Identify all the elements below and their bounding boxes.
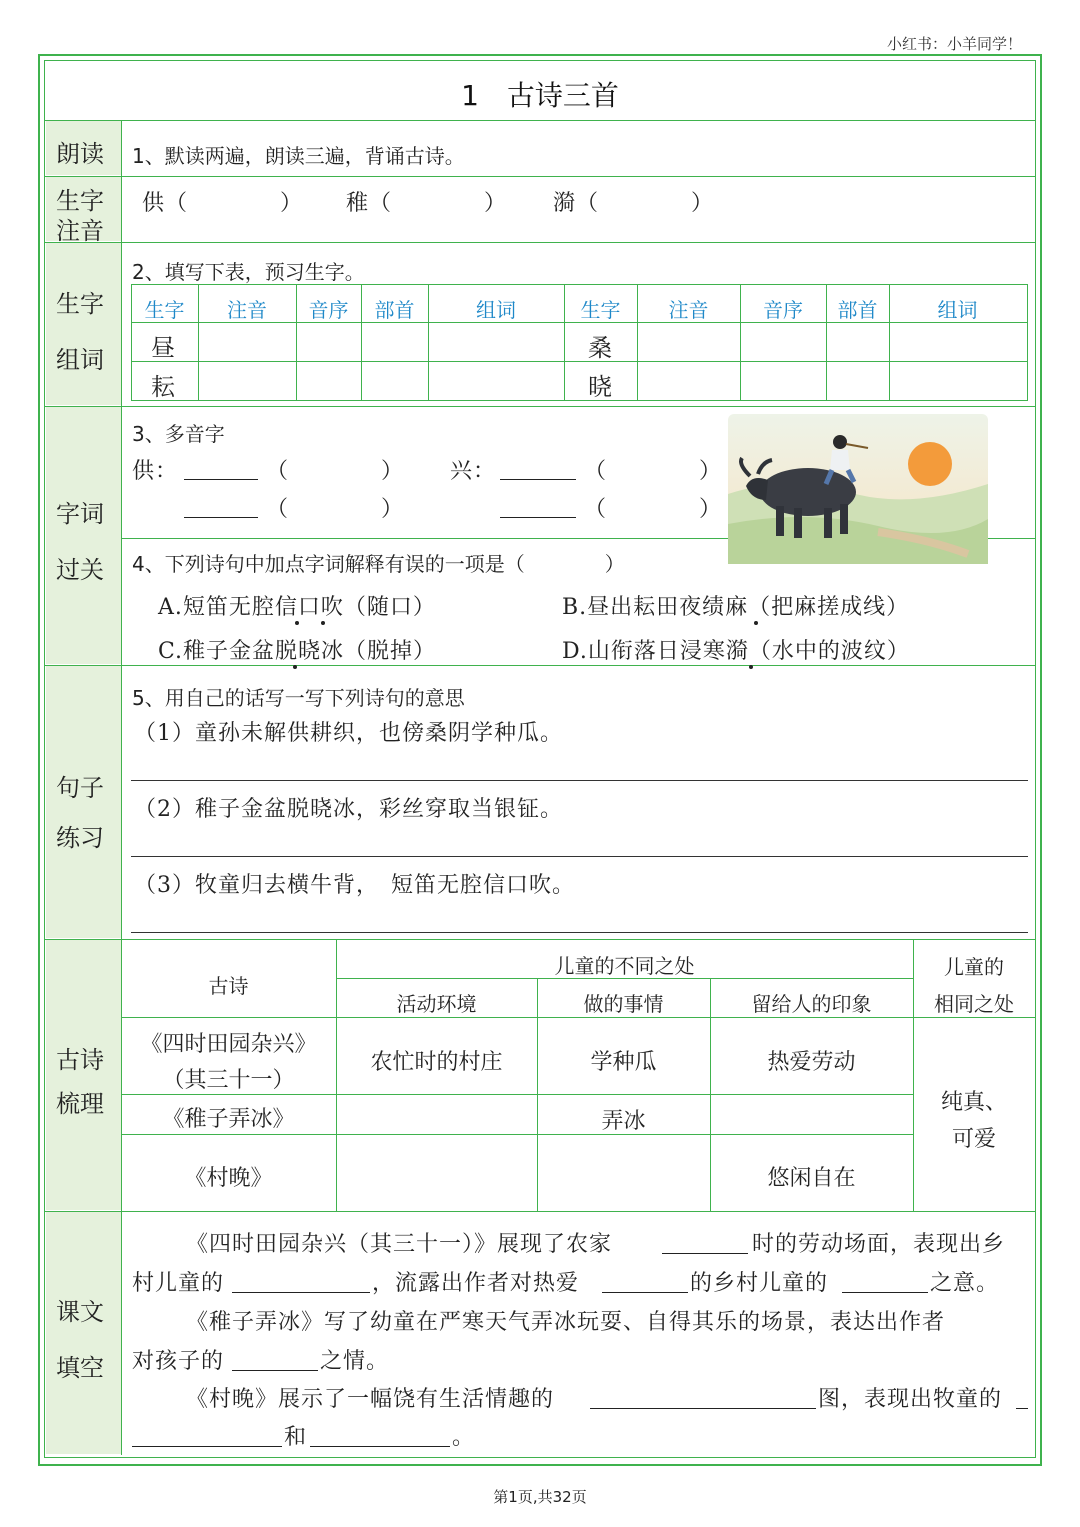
q3-paren[interactable]: （ ） — [584, 459, 723, 484]
fill-p2a: 村儿童的 — [132, 1271, 225, 1296]
divider — [45, 939, 1035, 940]
zuci-header: 注音 — [668, 298, 709, 322]
divider — [45, 406, 1035, 407]
divider — [45, 1211, 1035, 1212]
zuci-header: 组词 — [937, 298, 978, 322]
label-tiankong-1: 课文 — [56, 1298, 104, 1326]
q3-blank[interactable] — [500, 517, 576, 518]
cell-thing: 弄冰 — [601, 1109, 646, 1134]
label-bg-zuci — [46, 243, 121, 405]
label-zuci-1: 生字 — [56, 290, 104, 318]
emphasis-dot — [749, 665, 753, 669]
same-header-1: 儿童的 — [944, 955, 1004, 979]
cell-env: 农忙时的村庄 — [370, 1050, 503, 1075]
cell-impression: 热爱劳动 — [767, 1050, 856, 1075]
sub-header-env: 活动环境 — [396, 992, 477, 1016]
fill-blank[interactable] — [132, 1446, 282, 1447]
q3-char-gong: 供： — [132, 459, 179, 484]
zuci-instruction: 2、填写下表，预习生字。 — [132, 260, 365, 284]
fill-blank[interactable] — [1016, 1408, 1028, 1409]
fill-blank[interactable] — [662, 1253, 748, 1254]
fill-blank[interactable] — [590, 1408, 816, 1409]
sentence-2: （2）稚子金盆脱晓冰，彩丝穿取当银钲。 — [134, 797, 563, 822]
emphasis-dot — [321, 621, 325, 625]
divider — [45, 120, 1035, 121]
zuci-char: 桑 — [588, 334, 612, 362]
label-ciguan-1: 字词 — [56, 500, 104, 528]
q3-paren[interactable]: （ ） — [266, 497, 405, 522]
fill-blank[interactable] — [310, 1446, 450, 1447]
answer-line[interactable] — [131, 780, 1028, 781]
fill-p4a: 对孩子的 — [132, 1349, 225, 1374]
divider — [45, 176, 1035, 177]
same-header-2: 相同之处 — [934, 992, 1014, 1016]
fill-p2b: ，流露出作者对热爱 — [372, 1271, 580, 1296]
fill-blank[interactable] — [232, 1370, 318, 1371]
divider — [45, 242, 1035, 243]
label-juzi-1: 句子 — [56, 774, 104, 802]
label-zuci-2: 组词 — [56, 346, 104, 374]
label-ciguan-2: 过关 — [56, 556, 104, 584]
q3-paren[interactable]: （ ） — [266, 459, 405, 484]
label-shuli-2: 梳理 — [56, 1090, 104, 1118]
fill-p3: 《稚子弄冰》写了幼童在严寒天气弄冰玩耍、自得其乐的场景，表达出作者 — [186, 1310, 946, 1335]
label-juzi-2: 练习 — [56, 824, 104, 852]
emphasis-dot — [754, 621, 758, 625]
cell-thing: 学种瓜 — [590, 1050, 657, 1075]
zuci-char: 晓 — [588, 373, 612, 401]
boy-on-buffalo-illustration — [728, 414, 988, 564]
zuci-header: 注音 — [227, 298, 267, 322]
fill-p5b: 图，表现出牧童的 — [818, 1387, 1003, 1412]
credit-text: 小红书：小羊同学！ — [886, 35, 1022, 53]
poem-title: 《稚子弄冰》 — [162, 1107, 295, 1132]
zhuyin-item[interactable]: 供（ ） — [142, 191, 304, 216]
q3-blank[interactable] — [184, 479, 258, 480]
label-zhuyin-2: 注音 — [56, 217, 104, 245]
q4-option-c[interactable]: C.稚子金盆脱晓冰（脱掉） — [158, 639, 437, 664]
answer-line[interactable] — [131, 856, 1028, 857]
label-shuli-1: 古诗 — [56, 1046, 104, 1074]
emphasis-dot — [293, 665, 297, 669]
label-bg-ciguan — [46, 407, 121, 664]
poem-title: 《四时田园杂兴》 — [140, 1032, 317, 1057]
zhuyin-item[interactable]: 稚（ ） — [346, 191, 508, 216]
group-header: 儿童的不同之处 — [554, 954, 695, 978]
fill-p4b: 之情。 — [320, 1349, 390, 1374]
zuci-header: 生字 — [580, 298, 621, 322]
q4-option-b[interactable]: B.昼出耘田夜绩麻（把麻搓成线） — [562, 595, 910, 620]
label-column-divider — [121, 120, 122, 1455]
poem-subtitle: （其三十一） — [162, 1068, 295, 1093]
label-bg-tiankong — [46, 1212, 121, 1454]
sub-header-thing: 做的事情 — [583, 992, 664, 1016]
label-bg-shuli — [46, 940, 121, 1210]
fill-blank[interactable] — [232, 1292, 370, 1293]
page-number: 第1页,共32页 — [493, 1488, 587, 1506]
page-title: 1 古诗三首 — [461, 79, 619, 112]
label-langdu: 朗读 — [56, 140, 104, 168]
emphasis-dot — [295, 621, 299, 625]
fill-p6b: 。 — [452, 1425, 476, 1450]
fill-blank[interactable] — [602, 1292, 688, 1293]
q3-title: 3、多音字 — [132, 422, 225, 446]
fill-p5a: 《村晚》展示了一幅饶有生活情趣的 — [186, 1387, 555, 1412]
col-poem-header: 古诗 — [208, 974, 249, 998]
answer-line[interactable] — [131, 932, 1028, 933]
divider — [45, 665, 1035, 666]
q5-title: 5、用自己的话写一写下列诗句的意思 — [132, 686, 465, 710]
fill-p2d: 之意。 — [930, 1271, 1000, 1296]
sub-header-impression: 留给人的印象 — [751, 992, 872, 1016]
q3-blank[interactable] — [500, 479, 576, 480]
fill-p1a: 《四时田园杂兴（其三十一）》展现了农家 — [186, 1232, 613, 1257]
zuci-header: 部首 — [837, 298, 878, 322]
fill-p2c: 的乡村儿童的 — [690, 1271, 829, 1296]
fill-p1b: 时的劳动场面，表现出乡 — [752, 1232, 1006, 1257]
q3-char-xing: 兴： — [450, 459, 497, 484]
langdu-instruction: 1、默读两遍，朗读三遍，背诵古诗。 — [132, 144, 465, 168]
zuci-header: 音序 — [308, 298, 349, 322]
q4-option-d[interactable]: D.山衔落日浸寒漪（水中的波纹） — [562, 639, 910, 664]
zuci-char: 昼 — [151, 334, 175, 362]
zuci-header: 组词 — [476, 298, 516, 322]
q4-question: 4、下列诗句中加点字词解释有误的一项是（ ） — [132, 552, 625, 576]
q3-blank[interactable] — [184, 517, 258, 518]
label-tiankong-2: 填空 — [56, 1354, 104, 1382]
sentence-3: （3）牧童归去横牛背， 短笛无腔信口吹。 — [134, 873, 575, 898]
zuci-header: 音序 — [763, 298, 803, 322]
cell-impression: 悠闲自在 — [767, 1166, 856, 1191]
label-zhuyin-1: 生字 — [56, 187, 104, 215]
q3-paren[interactable]: （ ） — [584, 497, 723, 522]
zuci-char: 耘 — [151, 373, 175, 401]
zuci-header: 部首 — [374, 298, 415, 322]
same-cell-1: 纯真、 — [940, 1090, 1007, 1115]
boy-on-water-buffalo-painting-icon — [728, 414, 988, 564]
sentence-1: （1）童孙未解供耕织，也傍桑阴学种瓜。 — [134, 721, 563, 746]
q4-option-a[interactable]: A.短笛无腔信口吹（随口） — [158, 595, 436, 620]
same-cell-2: 可爱 — [951, 1127, 996, 1152]
fill-blank[interactable] — [842, 1292, 928, 1293]
poem-title: 《村晚》 — [184, 1166, 273, 1191]
zuci-header: 生字 — [144, 298, 185, 322]
fill-p6a: 和 — [284, 1425, 308, 1450]
zhuyin-item[interactable]: 漪（ ） — [553, 191, 715, 216]
